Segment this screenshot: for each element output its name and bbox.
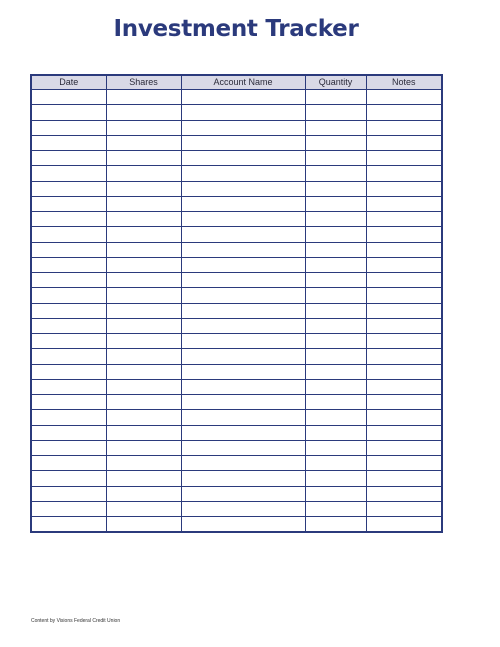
cell-notes [366,212,442,227]
cell-notes [366,379,442,394]
table-row [31,105,442,120]
cell-date [31,212,106,227]
cell-account-name [181,318,305,333]
table-row [31,212,442,227]
table-row [31,151,442,166]
table-row [31,196,442,211]
cell-quantity [305,288,366,303]
cell-notes [366,90,442,105]
cell-quantity [305,273,366,288]
cell-account-name [181,135,305,150]
cell-account-name [181,120,305,135]
cell-account-name [181,425,305,440]
cell-account-name [181,303,305,318]
cell-notes [366,349,442,364]
cell-date [31,425,106,440]
cell-notes [366,456,442,471]
cell-date [31,410,106,425]
cell-date [31,196,106,211]
column-header-notes: Notes [366,75,442,90]
cell-date [31,471,106,486]
cell-notes [366,440,442,455]
table-row [31,318,442,333]
cell-date [31,166,106,181]
table-row [31,517,442,533]
cell-account-name [181,105,305,120]
table-body [31,90,442,533]
cell-notes [366,227,442,242]
cell-shares [106,410,181,425]
cell-date [31,379,106,394]
cell-account-name [181,456,305,471]
table-row [31,303,442,318]
cell-account-name [181,242,305,257]
cell-quantity [305,349,366,364]
cell-notes [366,151,442,166]
cell-date [31,135,106,150]
cell-quantity [305,456,366,471]
cell-quantity [305,135,366,150]
cell-account-name [181,334,305,349]
cell-quantity [305,105,366,120]
cell-notes [366,181,442,196]
cell-account-name [181,349,305,364]
table-row [31,288,442,303]
cell-date [31,273,106,288]
cell-quantity [305,120,366,135]
cell-shares [106,196,181,211]
cell-notes [366,120,442,135]
cell-date [31,456,106,471]
cell-account-name [181,212,305,227]
cell-shares [106,486,181,501]
table-row [31,440,442,455]
cell-shares [106,90,181,105]
cell-quantity [305,364,366,379]
cell-date [31,120,106,135]
cell-quantity [305,257,366,272]
cell-shares [106,334,181,349]
cell-notes [366,105,442,120]
cell-date [31,318,106,333]
cell-notes [366,166,442,181]
cell-date [31,517,106,533]
cell-shares [106,257,181,272]
cell-quantity [305,501,366,516]
cell-notes [366,471,442,486]
cell-account-name [181,227,305,242]
cell-account-name [181,471,305,486]
cell-account-name [181,257,305,272]
cell-notes [366,303,442,318]
cell-notes [366,257,442,272]
cell-shares [106,288,181,303]
cell-quantity [305,196,366,211]
cell-notes [366,410,442,425]
cell-date [31,334,106,349]
cell-date [31,105,106,120]
cell-shares [106,105,181,120]
cell-date [31,90,106,105]
table-row [31,90,442,105]
table-row [31,273,442,288]
cell-account-name [181,151,305,166]
table-row [31,364,442,379]
cell-account-name [181,379,305,394]
cell-shares [106,501,181,516]
cell-notes [366,135,442,150]
cell-date [31,364,106,379]
table-row [31,242,442,257]
cell-shares [106,425,181,440]
footer-credit: Content by Visions Federal Credit Union [31,618,121,624]
cell-notes [366,318,442,333]
cell-date [31,181,106,196]
cell-account-name [181,166,305,181]
cell-account-name [181,273,305,288]
table-row [31,425,442,440]
table-row [31,486,442,501]
cell-notes [366,486,442,501]
cell-shares [106,517,181,533]
table-row [31,334,442,349]
cell-notes [366,501,442,516]
cell-notes [366,395,442,410]
cell-shares [106,166,181,181]
cell-quantity [305,181,366,196]
cell-date [31,257,106,272]
cell-date [31,227,106,242]
table-row [31,410,442,425]
cell-shares [106,349,181,364]
table-row [31,379,442,394]
table-header [31,75,442,90]
cell-quantity [305,166,366,181]
cell-notes [366,242,442,257]
table-row [31,456,442,471]
cell-quantity [305,212,366,227]
table-row [31,135,442,150]
cell-shares [106,273,181,288]
cell-quantity [305,242,366,257]
cell-shares [106,364,181,379]
cell-date [31,151,106,166]
cell-quantity [305,425,366,440]
cell-shares [106,135,181,150]
cell-notes [366,196,442,211]
cell-account-name [181,90,305,105]
cell-quantity [305,151,366,166]
cell-shares [106,395,181,410]
cell-quantity [305,90,366,105]
header-row [31,75,442,90]
column-header-shares: Shares [106,75,181,90]
cell-quantity [305,486,366,501]
cell-shares [106,242,181,257]
cell-date [31,242,106,257]
cell-quantity [305,395,366,410]
cell-date [31,288,106,303]
cell-date [31,486,106,501]
cell-shares [106,227,181,242]
table-row [31,257,442,272]
cell-notes [366,273,442,288]
cell-shares [106,379,181,394]
table-row [31,227,442,242]
page-title: Investment Tracker [113,16,359,42]
cell-quantity [305,440,366,455]
table-row [31,395,442,410]
cell-quantity [305,471,366,486]
cell-shares [106,151,181,166]
cell-shares [106,318,181,333]
cell-notes [366,288,442,303]
table-row [31,120,442,135]
table-row [31,501,442,516]
cell-quantity [305,227,366,242]
cell-account-name [181,517,305,533]
cell-shares [106,303,181,318]
cell-date [31,303,106,318]
table-row [31,471,442,486]
cell-account-name [181,501,305,516]
column-header-quantity: Quantity [305,75,366,90]
cell-account-name [181,364,305,379]
table-row [31,349,442,364]
cell-shares [106,456,181,471]
cell-quantity [305,379,366,394]
cell-quantity [305,410,366,425]
cell-shares [106,212,181,227]
cell-account-name [181,196,305,211]
cell-account-name [181,181,305,196]
investment-table [30,74,443,533]
column-header-account-name: Account Name [181,75,305,90]
cell-quantity [305,334,366,349]
cell-quantity [305,318,366,333]
table-row [31,166,442,181]
cell-account-name [181,410,305,425]
cell-notes [366,334,442,349]
cell-date [31,349,106,364]
column-header-date: Date [31,75,106,90]
cell-shares [106,120,181,135]
cell-notes [366,364,442,379]
cell-shares [106,471,181,486]
cell-account-name [181,395,305,410]
cell-shares [106,181,181,196]
cell-account-name [181,288,305,303]
cell-quantity [305,517,366,533]
cell-account-name [181,486,305,501]
cell-quantity [305,303,366,318]
cell-account-name [181,440,305,455]
cell-date [31,395,106,410]
cell-shares [106,440,181,455]
cell-notes [366,517,442,533]
cell-notes [366,425,442,440]
table-row [31,181,442,196]
cell-date [31,440,106,455]
cell-date [31,501,106,516]
